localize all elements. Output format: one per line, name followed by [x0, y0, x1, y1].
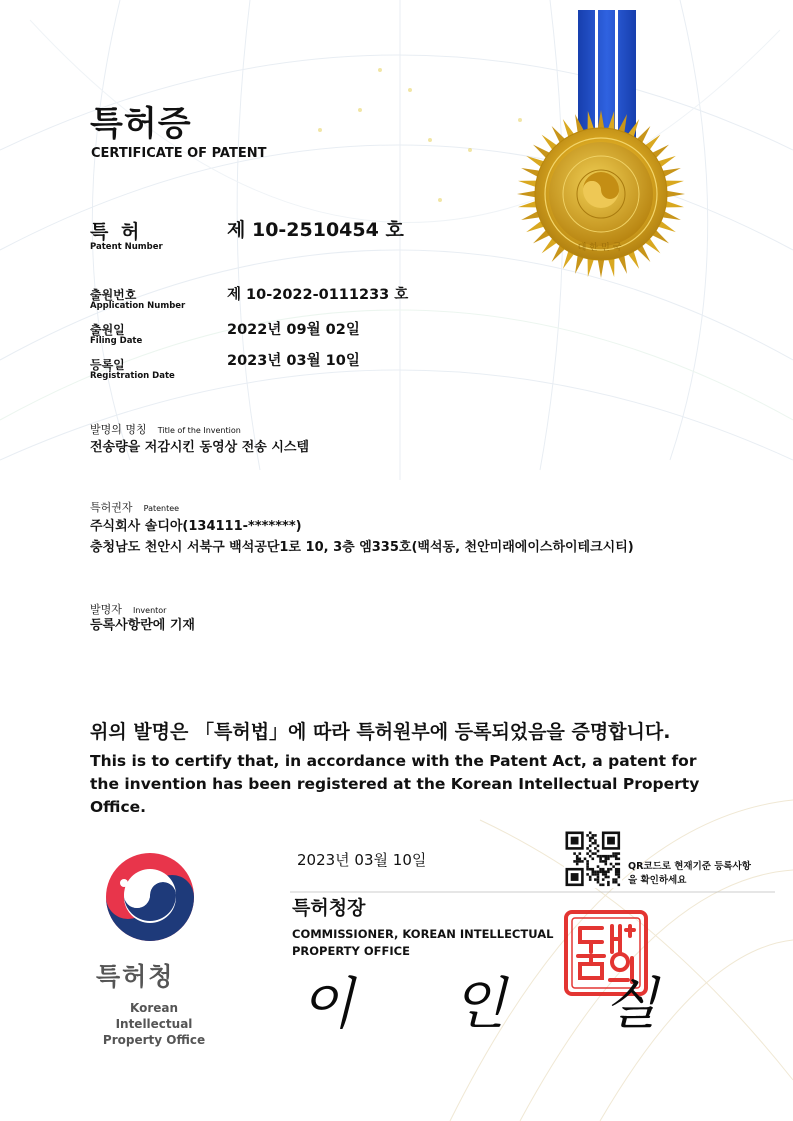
certificate-title-en: CERTIFICATE OF PATENT [91, 146, 267, 161]
application-number-label-en: Application Number [90, 301, 186, 311]
patent-number-value: 제 10-2510454 호 [227, 219, 404, 241]
invention-title: 전송량을 저감시킨 동영상 전송 시스템 [90, 440, 310, 455]
certification-statement-ko: 위의 발명은 「특허법」에 따라 특허원부에 등록되었음을 증명합니다. [90, 721, 671, 743]
medal-seal-text: 대한민국 [577, 243, 625, 253]
qr-code-icon [564, 830, 622, 888]
patentee-label-en: Patentee [143, 504, 180, 513]
patentee-label [90, 496, 179, 515]
patentee-address: 충청남도 천안시 서북구 백석공단1로 10, 3층 엠335호(백석동, 천안미래에이스하이테크시티) [90, 540, 634, 555]
certification-statement-en: This is to certify that, in accordance with the Patent Act, a patent for the invention has been registered at the Korean Intellectual Property Office. [90, 752, 700, 816]
grid-dots [318, 68, 522, 202]
commissioner-signature: 이 인 실 [300, 972, 698, 1037]
invention-label [90, 418, 241, 437]
invention-label-en: Title of the Invention [157, 426, 241, 435]
qr-note: QR코드로 현재기준 등록사항을 확인하세요 [628, 861, 751, 886]
commissioner-title-en: COMMISSIONER, KOREAN INTELLECTUAL PROPERTY OFFICE [292, 927, 554, 958]
registration-date-label-en: Registration Date [90, 371, 175, 381]
inventor-label-en: Inventor [132, 606, 167, 615]
invention-label-ko: 발명의 명칭 [90, 423, 147, 436]
organization-name: 특허청 [96, 962, 175, 991]
filing-date-label: 출원일 [90, 323, 125, 337]
filing-date-value: 2022년 09월 02일 [227, 322, 360, 338]
commissioner-title: 특허청장 [292, 897, 366, 919]
registration-date-label: 등록일 [90, 358, 125, 372]
kipo-logo-icon [106, 853, 194, 941]
patent-number-label: 특 허 [90, 221, 143, 243]
issue-date: 2023년 03월 10일 [297, 851, 427, 869]
patentee-label-ko: 특허권자 [90, 501, 133, 514]
certificate-title: 특허증 [90, 104, 192, 144]
organization-name-en: Korean Intellectual Property Office [102, 1001, 206, 1047]
registration-date-value: 2023년 03월 10일 [227, 353, 360, 369]
application-number-value: 제 10-2022-0111233 호 [227, 287, 409, 303]
filing-date-label-en: Filing Date [90, 336, 143, 346]
application-number-label: 출원번호 [90, 288, 137, 302]
inventor-label-ko: 발명자 [90, 603, 122, 616]
patent-number-label-en: Patent Number [90, 242, 163, 252]
inventor-value: 등록사항란에 기재 [90, 618, 195, 633]
patentee-name: 주식회사 솔디아(134111-*******) [90, 519, 302, 534]
